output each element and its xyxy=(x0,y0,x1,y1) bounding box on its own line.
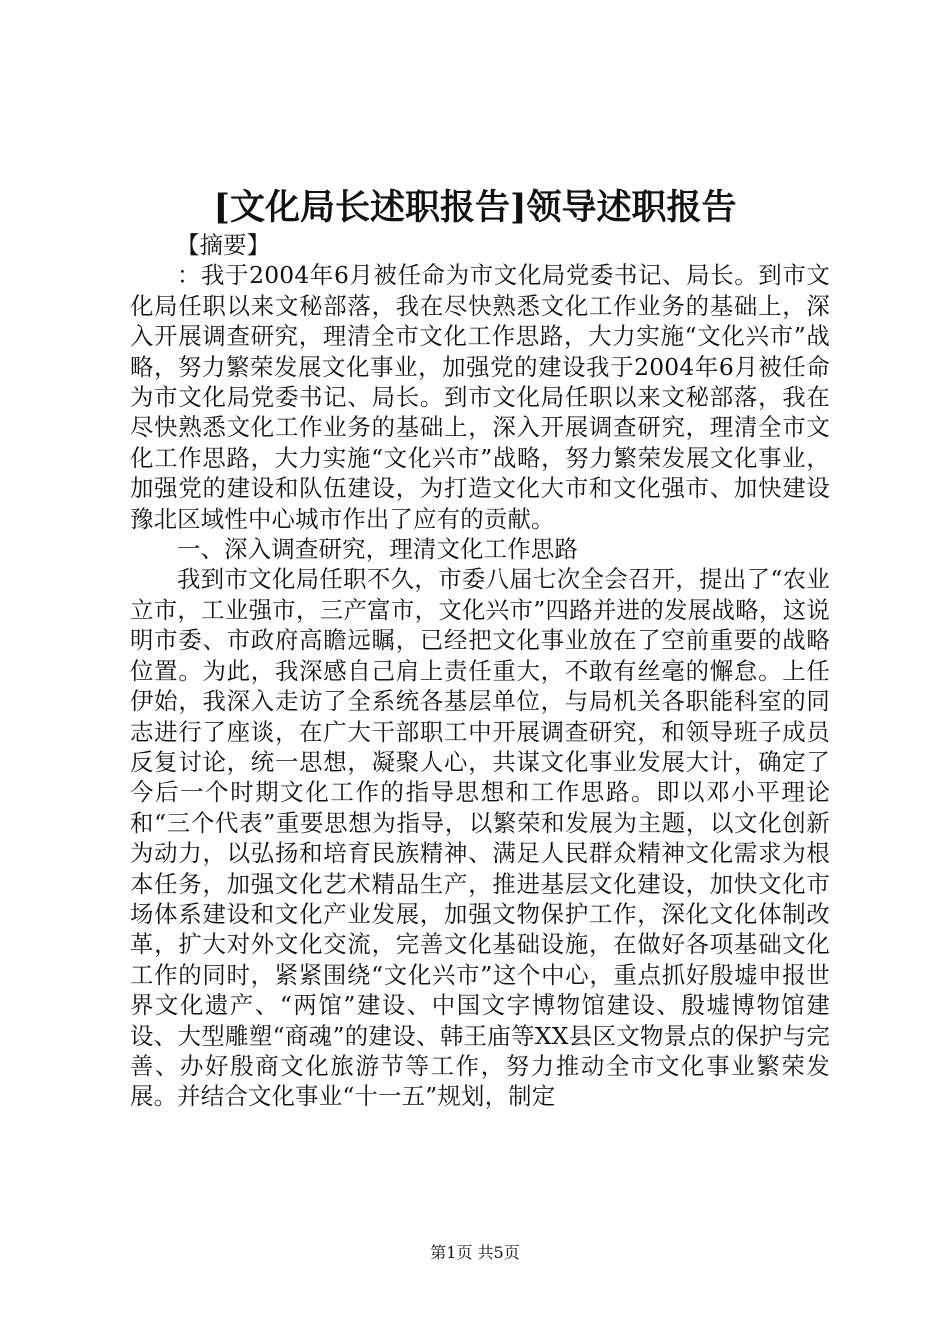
abstract-paragraph: ：我于2004年6月被任命为市文化局党委书记、局长。到市文化局任职以来文秘部落，我在尽快熟悉文化工作业务的基础上，深入开展调查研究，理清全市文化工作思路，大力实施“文化兴市”战略，努力繁荣发展文化事业，加强党的建设我于2004年6月被任命为市文化局党委书记、局长。到市文化局任职以来文秘部落，我在尽快熟悉文化工作业务的基础上，深入开展调查研究，理清全市文化工作思路，大力实施“文化兴市”战略，努力繁荣发展文化事业，加强党的建设和队伍建设，为打造文化大市和文化强市、加快建设豫北区域性中心城市作出了应有的贡献。 xyxy=(130,261,830,533)
section-heading: 一、深入调查研究，理清文化工作思路 xyxy=(177,535,579,564)
page-footer: 第1页 共5页 xyxy=(430,1243,520,1262)
abstract-label: 【摘要】 xyxy=(176,231,271,259)
document-title: [文化局长述职报告]领导述职报告 xyxy=(213,187,737,228)
body-paragraph: 我到市文化局任职不久，市委八届七次全会召开，提出了“农业立市，工业强市，三产富市，文化兴市”四路并进的发展战略，这说明市委、市政府高瞻远瞩，已经把文化事业放在了空前重要的战略位置。为此，我深感自己肩上责任重大，不敢有丝毫的懈怠。上任伊始，我深入走访了全系统各基层单位，与局机关各职能科室的同志进行了座谈，在广大干部职工中开展调查研究，和领导班子成员反复讨论，统一思想，凝聚人心，共谋文化事业发展大计，确定了今后一个时期文化工作的指导思想和工作思路。即以邓小平理论和“三个代表”重要思想为指导，以繁荣和发展为主题，以文化创新为动力，以弘扬和培育民族精神、满足人民群众精神文化需求为根本任务，加强文化艺术精品生产，推进基层文化建设，加快文化市场体系建设和文化产业发展，加强文物保护工作，深化文化体制改革，扩大对外文化交流，完善文化基础设施，在做好各项基础文化工作的同时，紧紧围绕“文化兴市”这个中心，重点抓好殷墟申报世界文化遗产、“两馆”建设、中国文字博物馆建设、殷墟博物馆建设、大型雕塑“商魂”的建设、韩王庙等XX县区文物景点的保护与完善、办好殷商文化旅游节等工作，努力推动全市文化事业繁荣发展。并结合文化事业“十一五”规划，制定 xyxy=(130,565,830,1111)
document-body xyxy=(130,230,830,1112)
